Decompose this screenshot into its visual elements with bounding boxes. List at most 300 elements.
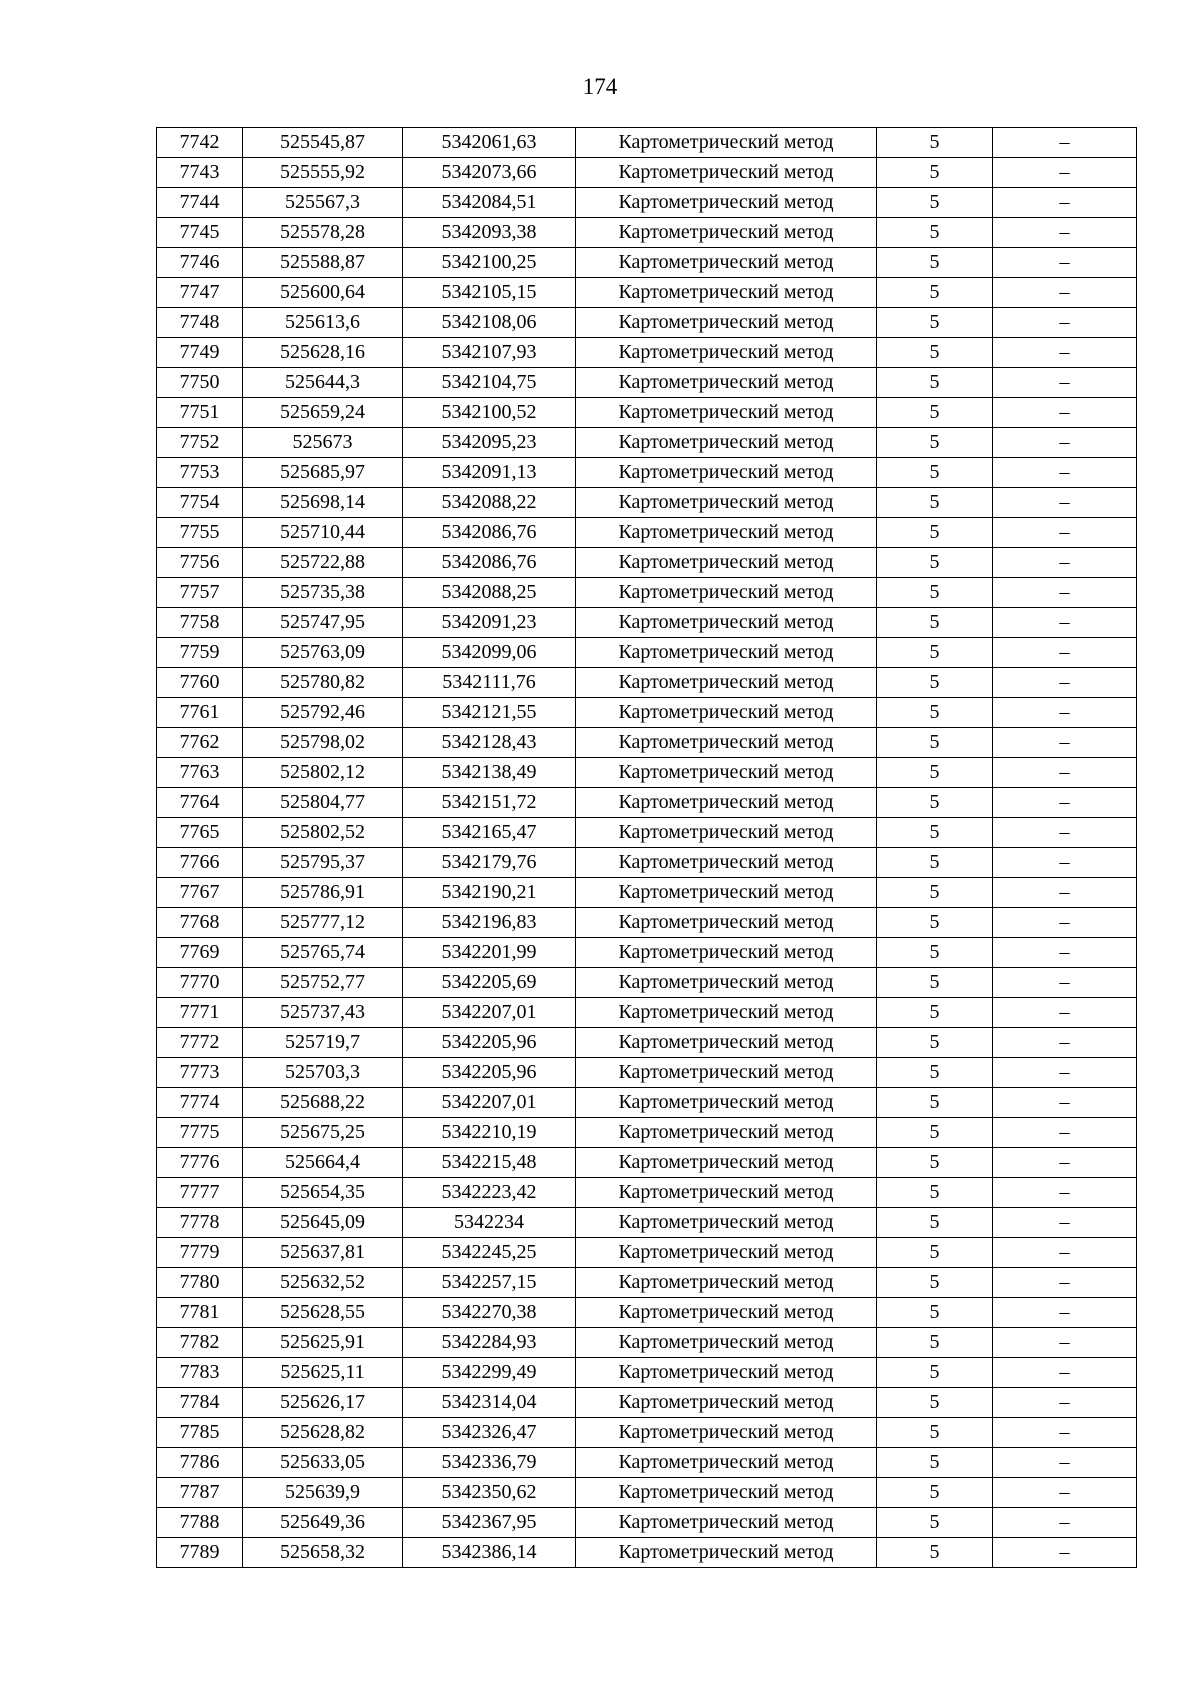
accuracy-cell: 5: [877, 248, 993, 278]
accuracy-cell: 5: [877, 638, 993, 668]
x-coordinate-cell: 525777,12: [243, 908, 403, 938]
point-number-cell: 7789: [157, 1538, 243, 1568]
table-row: [157, 1388, 1137, 1418]
y-coordinate-cell: 5342270,38: [403, 1298, 576, 1328]
x-coordinate-cell: 525588,87: [243, 248, 403, 278]
accuracy-cell: 5: [877, 758, 993, 788]
point-number-cell: 7744: [157, 188, 243, 218]
point-number-cell: 7774: [157, 1088, 243, 1118]
point-number-cell: 7778: [157, 1208, 243, 1238]
table-row: [157, 1298, 1137, 1328]
y-coordinate-cell: 5342336,79: [403, 1448, 576, 1478]
point-number-cell: 7784: [157, 1388, 243, 1418]
description-cell: –: [993, 788, 1137, 818]
description-cell: –: [993, 1418, 1137, 1448]
y-coordinate-cell: 5342223,42: [403, 1178, 576, 1208]
x-coordinate-cell: 525664,4: [243, 1148, 403, 1178]
method-cell: Картометрический метод: [576, 608, 877, 638]
accuracy-cell: 5: [877, 698, 993, 728]
description-cell: –: [993, 758, 1137, 788]
table-row: [157, 158, 1137, 188]
description-cell: –: [993, 278, 1137, 308]
accuracy-cell: 5: [877, 1478, 993, 1508]
y-coordinate-cell: 5342091,13: [403, 458, 576, 488]
point-number-cell: 7759: [157, 638, 243, 668]
point-number-cell: 7749: [157, 338, 243, 368]
y-coordinate-cell: 5342257,15: [403, 1268, 576, 1298]
x-coordinate-cell: 525659,24: [243, 398, 403, 428]
table-row: [157, 1508, 1137, 1538]
table-row: [157, 218, 1137, 248]
accuracy-cell: 5: [877, 938, 993, 968]
accuracy-cell: 5: [877, 908, 993, 938]
y-coordinate-cell: 5342299,49: [403, 1358, 576, 1388]
point-number-cell: 7762: [157, 728, 243, 758]
table-row: [157, 938, 1137, 968]
x-coordinate-cell: 525637,81: [243, 1238, 403, 1268]
description-cell: –: [993, 1388, 1137, 1418]
accuracy-cell: 5: [877, 1358, 993, 1388]
accuracy-cell: 5: [877, 368, 993, 398]
table-row: [157, 638, 1137, 668]
x-coordinate-cell: 525798,02: [243, 728, 403, 758]
accuracy-cell: 5: [877, 998, 993, 1028]
description-cell: –: [993, 1058, 1137, 1088]
table-row: [157, 458, 1137, 488]
y-coordinate-cell: 5342061,63: [403, 128, 576, 158]
accuracy-cell: 5: [877, 1058, 993, 1088]
method-cell: Картометрический метод: [576, 488, 877, 518]
accuracy-cell: 5: [877, 1448, 993, 1478]
y-coordinate-cell: 5342084,51: [403, 188, 576, 218]
table-row: [157, 188, 1137, 218]
accuracy-cell: 5: [877, 878, 993, 908]
accuracy-cell: 5: [877, 548, 993, 578]
table-row: [157, 128, 1137, 158]
table-row: [157, 728, 1137, 758]
table-row: [157, 338, 1137, 368]
x-coordinate-cell: 525613,6: [243, 308, 403, 338]
x-coordinate-cell: 525795,37: [243, 848, 403, 878]
description-cell: –: [993, 1328, 1137, 1358]
x-coordinate-cell: 525802,12: [243, 758, 403, 788]
accuracy-cell: 5: [877, 1538, 993, 1568]
point-number-cell: 7756: [157, 548, 243, 578]
x-coordinate-cell: 525626,17: [243, 1388, 403, 1418]
method-cell: Картометрический метод: [576, 218, 877, 248]
description-cell: –: [993, 1178, 1137, 1208]
point-number-cell: 7765: [157, 818, 243, 848]
x-coordinate-cell: 525804,77: [243, 788, 403, 818]
method-cell: Картометрический метод: [576, 1238, 877, 1268]
accuracy-cell: 5: [877, 818, 993, 848]
x-coordinate-cell: 525645,09: [243, 1208, 403, 1238]
method-cell: Картометрический метод: [576, 158, 877, 188]
method-cell: Картометрический метод: [576, 998, 877, 1028]
method-cell: Картометрический метод: [576, 398, 877, 428]
y-coordinate-cell: 5342128,43: [403, 728, 576, 758]
table-row: [157, 488, 1137, 518]
table-row: [157, 608, 1137, 638]
accuracy-cell: 5: [877, 728, 993, 758]
description-cell: –: [993, 248, 1137, 278]
x-coordinate-cell: 525747,95: [243, 608, 403, 638]
point-number-cell: 7782: [157, 1328, 243, 1358]
x-coordinate-cell: 525792,46: [243, 698, 403, 728]
table-row: [157, 1238, 1137, 1268]
y-coordinate-cell: 5342207,01: [403, 998, 576, 1028]
y-coordinate-cell: 5342196,83: [403, 908, 576, 938]
description-cell: –: [993, 1028, 1137, 1058]
description-cell: –: [993, 1448, 1137, 1478]
point-number-cell: 7748: [157, 308, 243, 338]
method-cell: Картометрический метод: [576, 638, 877, 668]
accuracy-cell: 5: [877, 578, 993, 608]
x-coordinate-cell: 525625,91: [243, 1328, 403, 1358]
description-cell: –: [993, 338, 1137, 368]
x-coordinate-cell: 525658,32: [243, 1538, 403, 1568]
point-number-cell: 7758: [157, 608, 243, 638]
point-number-cell: 7788: [157, 1508, 243, 1538]
x-coordinate-cell: 525703,3: [243, 1058, 403, 1088]
table-row: [157, 668, 1137, 698]
table-row: [157, 1148, 1137, 1178]
x-coordinate-cell: 525780,82: [243, 668, 403, 698]
y-coordinate-cell: 5342245,25: [403, 1238, 576, 1268]
point-number-cell: 7745: [157, 218, 243, 248]
method-cell: Картометрический метод: [576, 368, 877, 398]
y-coordinate-cell: 5342205,96: [403, 1058, 576, 1088]
method-cell: Картометрический метод: [576, 788, 877, 818]
accuracy-cell: 5: [877, 1028, 993, 1058]
table-row: [157, 698, 1137, 728]
y-coordinate-cell: 5342086,76: [403, 518, 576, 548]
y-coordinate-cell: 5342367,95: [403, 1508, 576, 1538]
x-coordinate-cell: 525628,16: [243, 338, 403, 368]
y-coordinate-cell: 5342100,52: [403, 398, 576, 428]
point-number-cell: 7767: [157, 878, 243, 908]
accuracy-cell: 5: [877, 1118, 993, 1148]
table-row: [157, 1088, 1137, 1118]
x-coordinate-cell: 525600,64: [243, 278, 403, 308]
table-row: [157, 878, 1137, 908]
method-cell: Картометрический метод: [576, 458, 877, 488]
description-cell: –: [993, 548, 1137, 578]
table-row: [157, 968, 1137, 998]
y-coordinate-cell: 5342234: [403, 1208, 576, 1238]
table-row: [157, 1418, 1137, 1448]
x-coordinate-cell: 525628,82: [243, 1418, 403, 1448]
description-cell: –: [993, 1508, 1137, 1538]
table-row: [157, 278, 1137, 308]
method-cell: Картометрический метод: [576, 1358, 877, 1388]
y-coordinate-cell: 5342165,47: [403, 818, 576, 848]
table-row: [157, 788, 1137, 818]
y-coordinate-cell: 5342284,93: [403, 1328, 576, 1358]
method-cell: Картометрический метод: [576, 1118, 877, 1148]
description-cell: –: [993, 218, 1137, 248]
point-number-cell: 7787: [157, 1478, 243, 1508]
accuracy-cell: 5: [877, 1208, 993, 1238]
y-coordinate-cell: 5342190,21: [403, 878, 576, 908]
y-coordinate-cell: 5342314,04: [403, 1388, 576, 1418]
method-cell: Картометрический метод: [576, 1088, 877, 1118]
accuracy-cell: 5: [877, 428, 993, 458]
accuracy-cell: 5: [877, 518, 993, 548]
point-number-cell: 7771: [157, 998, 243, 1028]
x-coordinate-cell: 525698,14: [243, 488, 403, 518]
point-number-cell: 7755: [157, 518, 243, 548]
y-coordinate-cell: 5342151,72: [403, 788, 576, 818]
description-cell: –: [993, 728, 1137, 758]
description-cell: –: [993, 458, 1137, 488]
description-cell: –: [993, 368, 1137, 398]
y-coordinate-cell: 5342350,62: [403, 1478, 576, 1508]
accuracy-cell: 5: [877, 128, 993, 158]
y-coordinate-cell: 5342201,99: [403, 938, 576, 968]
description-cell: –: [993, 818, 1137, 848]
x-coordinate-cell: 525675,25: [243, 1118, 403, 1148]
x-coordinate-cell: 525673: [243, 428, 403, 458]
point-number-cell: 7781: [157, 1298, 243, 1328]
table-row: [157, 1178, 1137, 1208]
method-cell: Картометрический метод: [576, 848, 877, 878]
method-cell: Картометрический метод: [576, 1208, 877, 1238]
x-coordinate-cell: 525654,35: [243, 1178, 403, 1208]
description-cell: –: [993, 1148, 1137, 1178]
method-cell: Картометрический метод: [576, 908, 877, 938]
description-cell: –: [993, 158, 1137, 188]
point-number-cell: 7783: [157, 1358, 243, 1388]
table-row: [157, 758, 1137, 788]
accuracy-cell: 5: [877, 1328, 993, 1358]
description-cell: –: [993, 128, 1137, 158]
y-coordinate-cell: 5342104,75: [403, 368, 576, 398]
x-coordinate-cell: 525628,55: [243, 1298, 403, 1328]
method-cell: Картометрический метод: [576, 938, 877, 968]
description-cell: –: [993, 188, 1137, 218]
accuracy-cell: 5: [877, 1238, 993, 1268]
x-coordinate-cell: 525578,28: [243, 218, 403, 248]
method-cell: Картометрический метод: [576, 1478, 877, 1508]
y-coordinate-cell: 5342107,93: [403, 338, 576, 368]
x-coordinate-cell: 525545,87: [243, 128, 403, 158]
method-cell: Картометрический метод: [576, 128, 877, 158]
description-cell: –: [993, 1238, 1137, 1268]
accuracy-cell: 5: [877, 608, 993, 638]
y-coordinate-cell: 5342111,76: [403, 668, 576, 698]
description-cell: –: [993, 638, 1137, 668]
y-coordinate-cell: 5342093,38: [403, 218, 576, 248]
accuracy-cell: 5: [877, 1388, 993, 1418]
description-cell: –: [993, 578, 1137, 608]
x-coordinate-cell: 525765,74: [243, 938, 403, 968]
method-cell: Картометрический метод: [576, 1418, 877, 1448]
method-cell: Картометрический метод: [576, 548, 877, 578]
x-coordinate-cell: 525786,91: [243, 878, 403, 908]
y-coordinate-cell: 5342099,06: [403, 638, 576, 668]
x-coordinate-cell: 525649,36: [243, 1508, 403, 1538]
point-number-cell: 7742: [157, 128, 243, 158]
method-cell: Картометрический метод: [576, 668, 877, 698]
method-cell: Картометрический метод: [576, 818, 877, 848]
method-cell: Картометрический метод: [576, 878, 877, 908]
table-row: [157, 1448, 1137, 1478]
table-row: [157, 1478, 1137, 1508]
accuracy-cell: 5: [877, 1508, 993, 1538]
y-coordinate-cell: 5342205,96: [403, 1028, 576, 1058]
description-cell: –: [993, 1478, 1137, 1508]
accuracy-cell: 5: [877, 398, 993, 428]
method-cell: Картометрический метод: [576, 1268, 877, 1298]
x-coordinate-cell: 525735,38: [243, 578, 403, 608]
method-cell: Картометрический метод: [576, 698, 877, 728]
description-cell: –: [993, 1298, 1137, 1328]
point-number-cell: 7760: [157, 668, 243, 698]
y-coordinate-cell: 5342086,76: [403, 548, 576, 578]
method-cell: Картометрический метод: [576, 1328, 877, 1358]
point-number-cell: 7773: [157, 1058, 243, 1088]
accuracy-cell: 5: [877, 1148, 993, 1178]
x-coordinate-cell: 525685,97: [243, 458, 403, 488]
method-cell: Картометрический метод: [576, 1028, 877, 1058]
table-row: [157, 398, 1137, 428]
point-number-cell: 7777: [157, 1178, 243, 1208]
table-row: [157, 1118, 1137, 1148]
method-cell: Картометрический метод: [576, 518, 877, 548]
page-number: 174: [582, 74, 618, 99]
point-number-cell: 7772: [157, 1028, 243, 1058]
x-coordinate-cell: 525555,92: [243, 158, 403, 188]
point-number-cell: 7757: [157, 578, 243, 608]
point-number-cell: 7753: [157, 458, 243, 488]
table-row: [157, 818, 1137, 848]
method-cell: Картометрический метод: [576, 968, 877, 998]
description-cell: –: [993, 1088, 1137, 1118]
description-cell: –: [993, 1358, 1137, 1388]
description-cell: –: [993, 1538, 1137, 1568]
point-number-cell: 7770: [157, 968, 243, 998]
y-coordinate-cell: 5342326,47: [403, 1418, 576, 1448]
description-cell: –: [993, 608, 1137, 638]
accuracy-cell: 5: [877, 488, 993, 518]
table-row: [157, 908, 1137, 938]
x-coordinate-cell: 525633,05: [243, 1448, 403, 1478]
description-cell: –: [993, 908, 1137, 938]
accuracy-cell: 5: [877, 188, 993, 218]
description-cell: –: [993, 518, 1137, 548]
y-coordinate-cell: 5342095,23: [403, 428, 576, 458]
accuracy-cell: 5: [877, 308, 993, 338]
description-cell: –: [993, 848, 1137, 878]
method-cell: Картометрический метод: [576, 758, 877, 788]
y-coordinate-cell: 5342073,66: [403, 158, 576, 188]
table-row: [157, 548, 1137, 578]
point-number-cell: 7761: [157, 698, 243, 728]
table-row: [157, 998, 1137, 1028]
table-row: [157, 1208, 1137, 1238]
x-coordinate-cell: 525722,88: [243, 548, 403, 578]
y-coordinate-cell: 5342121,55: [403, 698, 576, 728]
point-number-cell: 7764: [157, 788, 243, 818]
accuracy-cell: 5: [877, 218, 993, 248]
coordinates-table-body: [157, 128, 1137, 1568]
y-coordinate-cell: 5342215,48: [403, 1148, 576, 1178]
accuracy-cell: 5: [877, 1088, 993, 1118]
description-cell: –: [993, 698, 1137, 728]
description-cell: –: [993, 308, 1137, 338]
table-row: [157, 518, 1137, 548]
table-row: [157, 308, 1137, 338]
x-coordinate-cell: 525625,11: [243, 1358, 403, 1388]
method-cell: Картометрический метод: [576, 1148, 877, 1178]
point-number-cell: 7766: [157, 848, 243, 878]
table-row: [157, 1268, 1137, 1298]
method-cell: Картометрический метод: [576, 1178, 877, 1208]
accuracy-cell: 5: [877, 1298, 993, 1328]
method-cell: Картометрический метод: [576, 308, 877, 338]
x-coordinate-cell: 525719,7: [243, 1028, 403, 1058]
description-cell: –: [993, 968, 1137, 998]
x-coordinate-cell: 525639,9: [243, 1478, 403, 1508]
point-number-cell: 7743: [157, 158, 243, 188]
point-number-cell: 7752: [157, 428, 243, 458]
table-row: [157, 1328, 1137, 1358]
point-number-cell: 7769: [157, 938, 243, 968]
y-coordinate-cell: 5342207,01: [403, 1088, 576, 1118]
x-coordinate-cell: 525752,77: [243, 968, 403, 998]
accuracy-cell: 5: [877, 458, 993, 488]
y-coordinate-cell: 5342088,25: [403, 578, 576, 608]
point-number-cell: 7763: [157, 758, 243, 788]
point-number-cell: 7776: [157, 1148, 243, 1178]
point-number-cell: 7746: [157, 248, 243, 278]
table-row: [157, 1058, 1137, 1088]
point-number-cell: 7751: [157, 398, 243, 428]
description-cell: –: [993, 1268, 1137, 1298]
description-cell: –: [993, 668, 1137, 698]
table-row: [157, 368, 1137, 398]
description-cell: –: [993, 938, 1137, 968]
description-cell: –: [993, 488, 1137, 518]
y-coordinate-cell: 5342138,49: [403, 758, 576, 788]
x-coordinate-cell: 525688,22: [243, 1088, 403, 1118]
method-cell: Картометрический метод: [576, 1538, 877, 1568]
x-coordinate-cell: 525567,3: [243, 188, 403, 218]
method-cell: Картометрический метод: [576, 728, 877, 758]
accuracy-cell: 5: [877, 968, 993, 998]
description-cell: –: [993, 1118, 1137, 1148]
table-row: [157, 428, 1137, 458]
x-coordinate-cell: 525802,52: [243, 818, 403, 848]
point-number-cell: 7786: [157, 1448, 243, 1478]
table-row: [157, 1538, 1137, 1568]
description-cell: –: [993, 998, 1137, 1028]
y-coordinate-cell: 5342091,23: [403, 608, 576, 638]
accuracy-cell: 5: [877, 788, 993, 818]
accuracy-cell: 5: [877, 338, 993, 368]
y-coordinate-cell: 5342088,22: [403, 488, 576, 518]
y-coordinate-cell: 5342205,69: [403, 968, 576, 998]
coordinates-table: [156, 127, 1137, 1568]
point-number-cell: 7779: [157, 1238, 243, 1268]
point-number-cell: 7780: [157, 1268, 243, 1298]
description-cell: –: [993, 428, 1137, 458]
y-coordinate-cell: 5342108,06: [403, 308, 576, 338]
method-cell: Картометрический метод: [576, 1298, 877, 1328]
point-number-cell: 7750: [157, 368, 243, 398]
y-coordinate-cell: 5342386,14: [403, 1538, 576, 1568]
